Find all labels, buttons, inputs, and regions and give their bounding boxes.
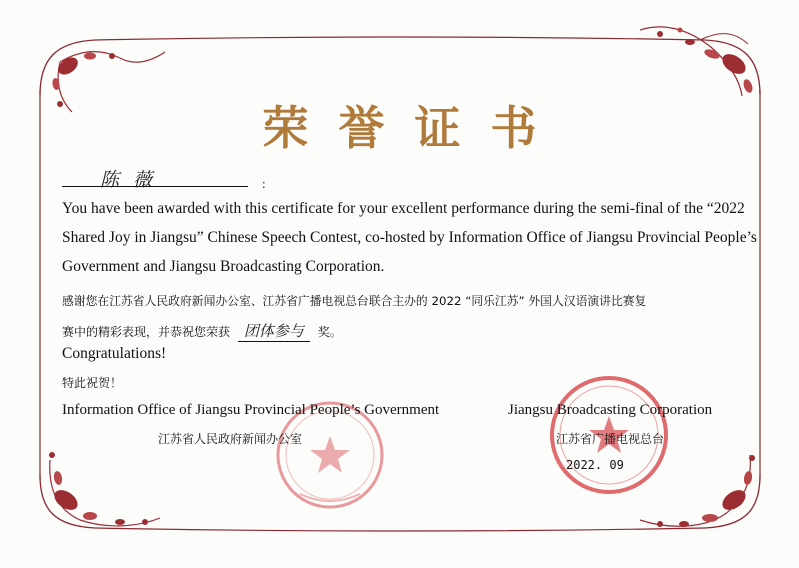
congratulations-en: Congratulations! [62, 345, 167, 362]
recipient-name: 陈 薇 [100, 169, 157, 191]
corner-ornament-bottom-left [40, 452, 160, 528]
body-en-line-1: You have been awarded with this certificate for your excellent performance during the semi-final of the “2022 [62, 200, 745, 217]
congratulations-cn: 特此祝贺！ [62, 376, 123, 390]
recipient-name-underline [62, 186, 248, 187]
award-name: 团体参与 [238, 320, 310, 342]
issuer-left-cn: 江苏省人民政府新闻办公室 [158, 432, 303, 446]
issue-date: 2022. 09 [566, 458, 624, 472]
recipient-colon: : [262, 176, 266, 191]
award-suffix: 奖。 [317, 325, 342, 339]
corner-ornament-top-right [640, 27, 760, 96]
body-en-line-3: Government and Jiangsu Broadcasting Corporation. [62, 258, 385, 275]
body-cn-line-1: 感谢您在江苏省人民政府新闻办公室、江苏省广播电视总台联合主办的 2022 “同乐江苏” 外国人汉语演讲比赛复 [62, 294, 647, 308]
certificate-title: 荣誉证书 [262, 101, 567, 155]
body-cn-line-2 [62, 320, 342, 342]
issuer-right-cn: 江苏省广播电视总台 [556, 432, 665, 446]
body-cn-line-2-text: 赛中的精彩表现，并恭祝您荣获 [62, 325, 231, 339]
body-en-line-2: Shared Joy in Jiangsu” Chinese Speech Contest, co-hosted by Information Office of Jiangsu Provincial People’s [62, 229, 757, 246]
issuer-right-en: Jiangsu Broadcasting Corporation [508, 402, 713, 418]
issuer-left-en: Information Office of Jiangsu Provincial People’s Government [62, 402, 440, 418]
